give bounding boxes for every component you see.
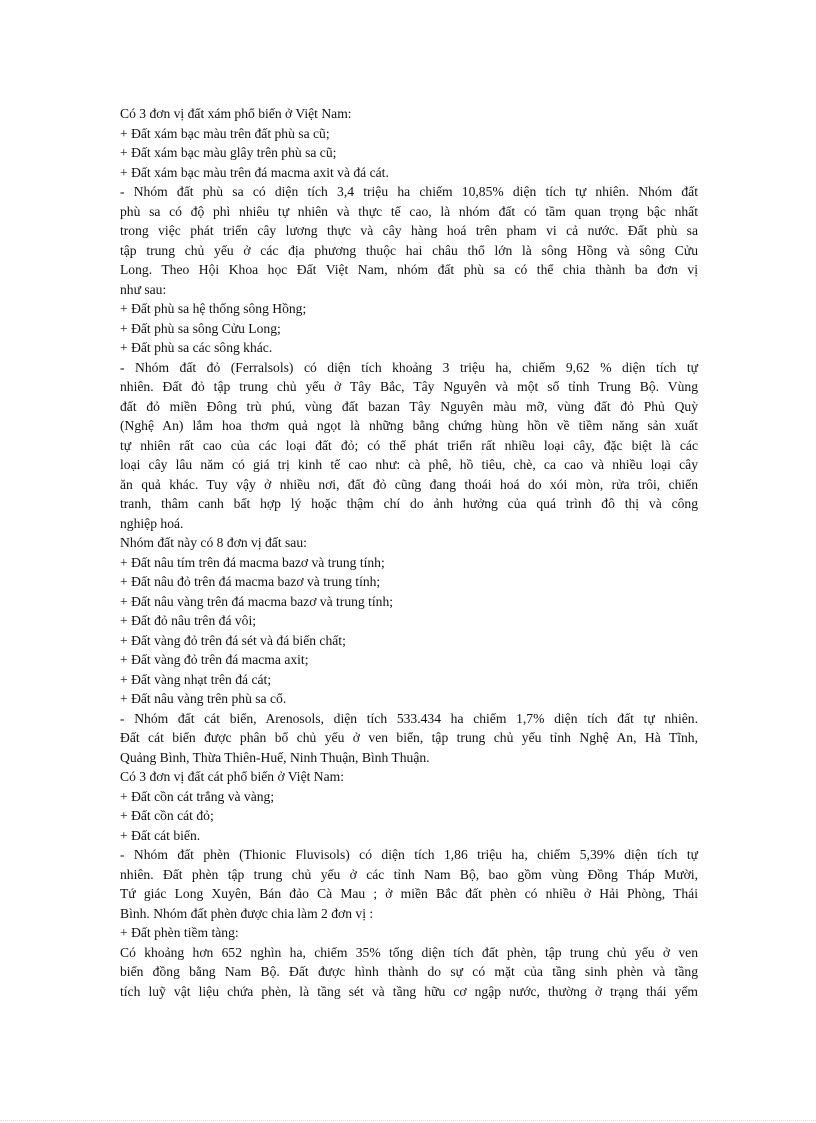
text-line: như sau: — [120, 281, 167, 297]
text-line: nghiệp hoá. — [120, 515, 184, 531]
text-line: Quảng Bình, Thừa Thiên-Huế, Ninh Thuận, Bình Thuận. — [120, 749, 430, 765]
text-line: trong việc phát triển cây lương thực và cây hàng hoá trên pham vi cả nước. Đất phù sa — [120, 223, 698, 238]
text-line: tập trung chủ yếu ở các địa phương thuộc hai châu thổ lớn là sông Hồng và sông Cửu — [120, 242, 698, 258]
text-line: tranh, thâm canh bất hợp lý hoặc thậm chí do ảnh hưởng của quá trình đô thị và công — [120, 496, 698, 511]
text-line: Đất cát biển được phân bố chủ yếu ở ven biển, tập trung chủ yếu tỉnh Nghệ An, Hà Tĩnh, — [120, 730, 698, 745]
text-line: đất đỏ miền Đông trù phú, vùng đất bazan Tây Nguyên màu mỡ, vùng đất đỏ Phủ Quỳ — [120, 398, 698, 414]
text-line: Nhóm đất này có 8 đơn vị đất sau: — [120, 535, 307, 550]
text-line: ăn quả khác. Tuy vậy ở nhiều nơi, đất đỏ cũng đang thoái hoá do xói mòn, rửa trôi, chiến — [120, 476, 698, 492]
text-line: - Nhóm đất đỏ (Ferralsols) có diện tích khoảng 3 triệu ha, chiếm 9,62 % diện tích tự — [120, 359, 698, 375]
text-line: + Đất nâu đỏ trên đá macma bazơ và trung tính; — [120, 574, 381, 589]
text-line: tự nhiên rất cao của các loại đất đỏ; có thể phát triển rất nhiều loại cây, đặc biệt là các — [120, 437, 698, 453]
text-line: + Đất vàng nhạt trên đá cát; — [120, 671, 272, 687]
text-line: + Đất phèn tiềm tàng: — [120, 925, 239, 940]
text-line: + Đất xám bạc màu glây trên phù sa cũ; — [120, 145, 337, 160]
text-line: phù sa có độ phì nhiêu tự nhiên và thực tế cao, là nhóm đất có tầm quan trọng bậc nhất — [120, 203, 698, 219]
text-line: - Nhóm đất phèn (Thionic Fluvisols) có diện tích 1,86 triệu ha, chiếm 5,39% diện tích tự — [120, 847, 698, 862]
text-line: Long. Theo Hội Khoa học Đất Việt Nam, nhóm đất phù sa có thể chia thành ba đơn vị — [120, 262, 698, 277]
text-line: Bình. Nhóm đất phèn được chia làm 2 đơn vị : — [120, 905, 374, 921]
text-line: + Đất vàng đỏ trên đá macma axit; — [120, 652, 309, 667]
text-line: + Đất nâu vàng trên phù sa cổ. — [120, 691, 287, 706]
text-line: biển đồng bằng Nam Bộ. Đất được hình thành do sự có mặt của tầng sinh phèn và tầng — [120, 964, 698, 979]
text-line: + Đất đỏ nâu trên đá vôi; — [120, 613, 257, 628]
text-line: + Đất nâu tím trên đá macma bazơ và trung tính; — [120, 554, 385, 570]
text-line: Tứ giác Long Xuyên, Bán đảo Cà Mau ; ở miền Bắc đất phèn có nhiều ở Hải Phòng, Thái — [120, 886, 698, 901]
text-line: + Đất phù sa các sông khác. — [120, 340, 273, 355]
text-line: nhiên. Đất phèn tập trung chủ yếu ở các tỉnh Nam Bộ, bao gồm vùng Đồng Tháp Mười, — [120, 866, 698, 882]
page-bottom-divider — [0, 1120, 816, 1121]
text-line: - Nhóm đất phù sa có diện tích 3,4 triệu ha chiếm 10,85% diện tích tự nhiên. Nhóm đất — [120, 184, 698, 199]
text-line: + Đất nâu vàng trên đá macma bazơ và trung tính; — [120, 593, 394, 609]
text-line: + Đất phù sa hệ thống sông Hồng; — [120, 301, 307, 316]
text-line: + Đất cồn cát trắng và vàng; — [120, 788, 275, 804]
text-line: + Đất cồn cát đỏ; — [120, 808, 214, 823]
text-line: + Đất xám bạc màu trên đá macma axit và đá cát. — [120, 164, 389, 180]
text-line: + Đất phù sa sông Cửu Long; — [120, 320, 281, 336]
text-line: nhiên. Đất đỏ tập trung chủ yếu ở Tây Bắc, Tây Nguyên và một số tỉnh Trung Bộ. Vùng — [120, 379, 698, 394]
text-line: + Đất vàng đỏ trên đá sét và đá biến chất; — [120, 632, 346, 648]
text-line: loại cây lâu năm có giá trị kinh tế cao như: cà phê, hồ tiêu, chè, ca cao và nhiều loại cây — [120, 457, 698, 472]
text-line: Có 3 đơn vị đất cát phổ biến ở Việt Nam: — [120, 769, 344, 784]
text-line: + Đất xám bạc màu trên đất phù sa cũ; — [120, 125, 330, 141]
text-line: tích luỹ vật liệu chứa phèn, là tầng sét và tầng hữu cơ ngập nước, thường ở trạng thái yếm — [120, 983, 698, 999]
text-line: - Nhóm đất cát biển, Arenosols, diện tích 533.434 ha chiếm 1,7% diện tích đất tự nhiên. — [120, 710, 698, 726]
text-line: Có khoảng hơn 652 nghìn ha, chiếm 35% tổng diện tích đất phèn, tập trung chủ yếu ở ven — [120, 944, 698, 960]
document-body — [120, 104, 698, 1001]
text-line: + Đất cát biển. — [120, 827, 201, 843]
text-line: (Nghệ An) lắm hoa thơm quả ngọt là những bằng chứng hùng hồn về tiềm năng sản xuất — [120, 418, 698, 433]
text-line: Có 3 đơn vị đất xám phổ biến ở Việt Nam: — [120, 106, 352, 121]
